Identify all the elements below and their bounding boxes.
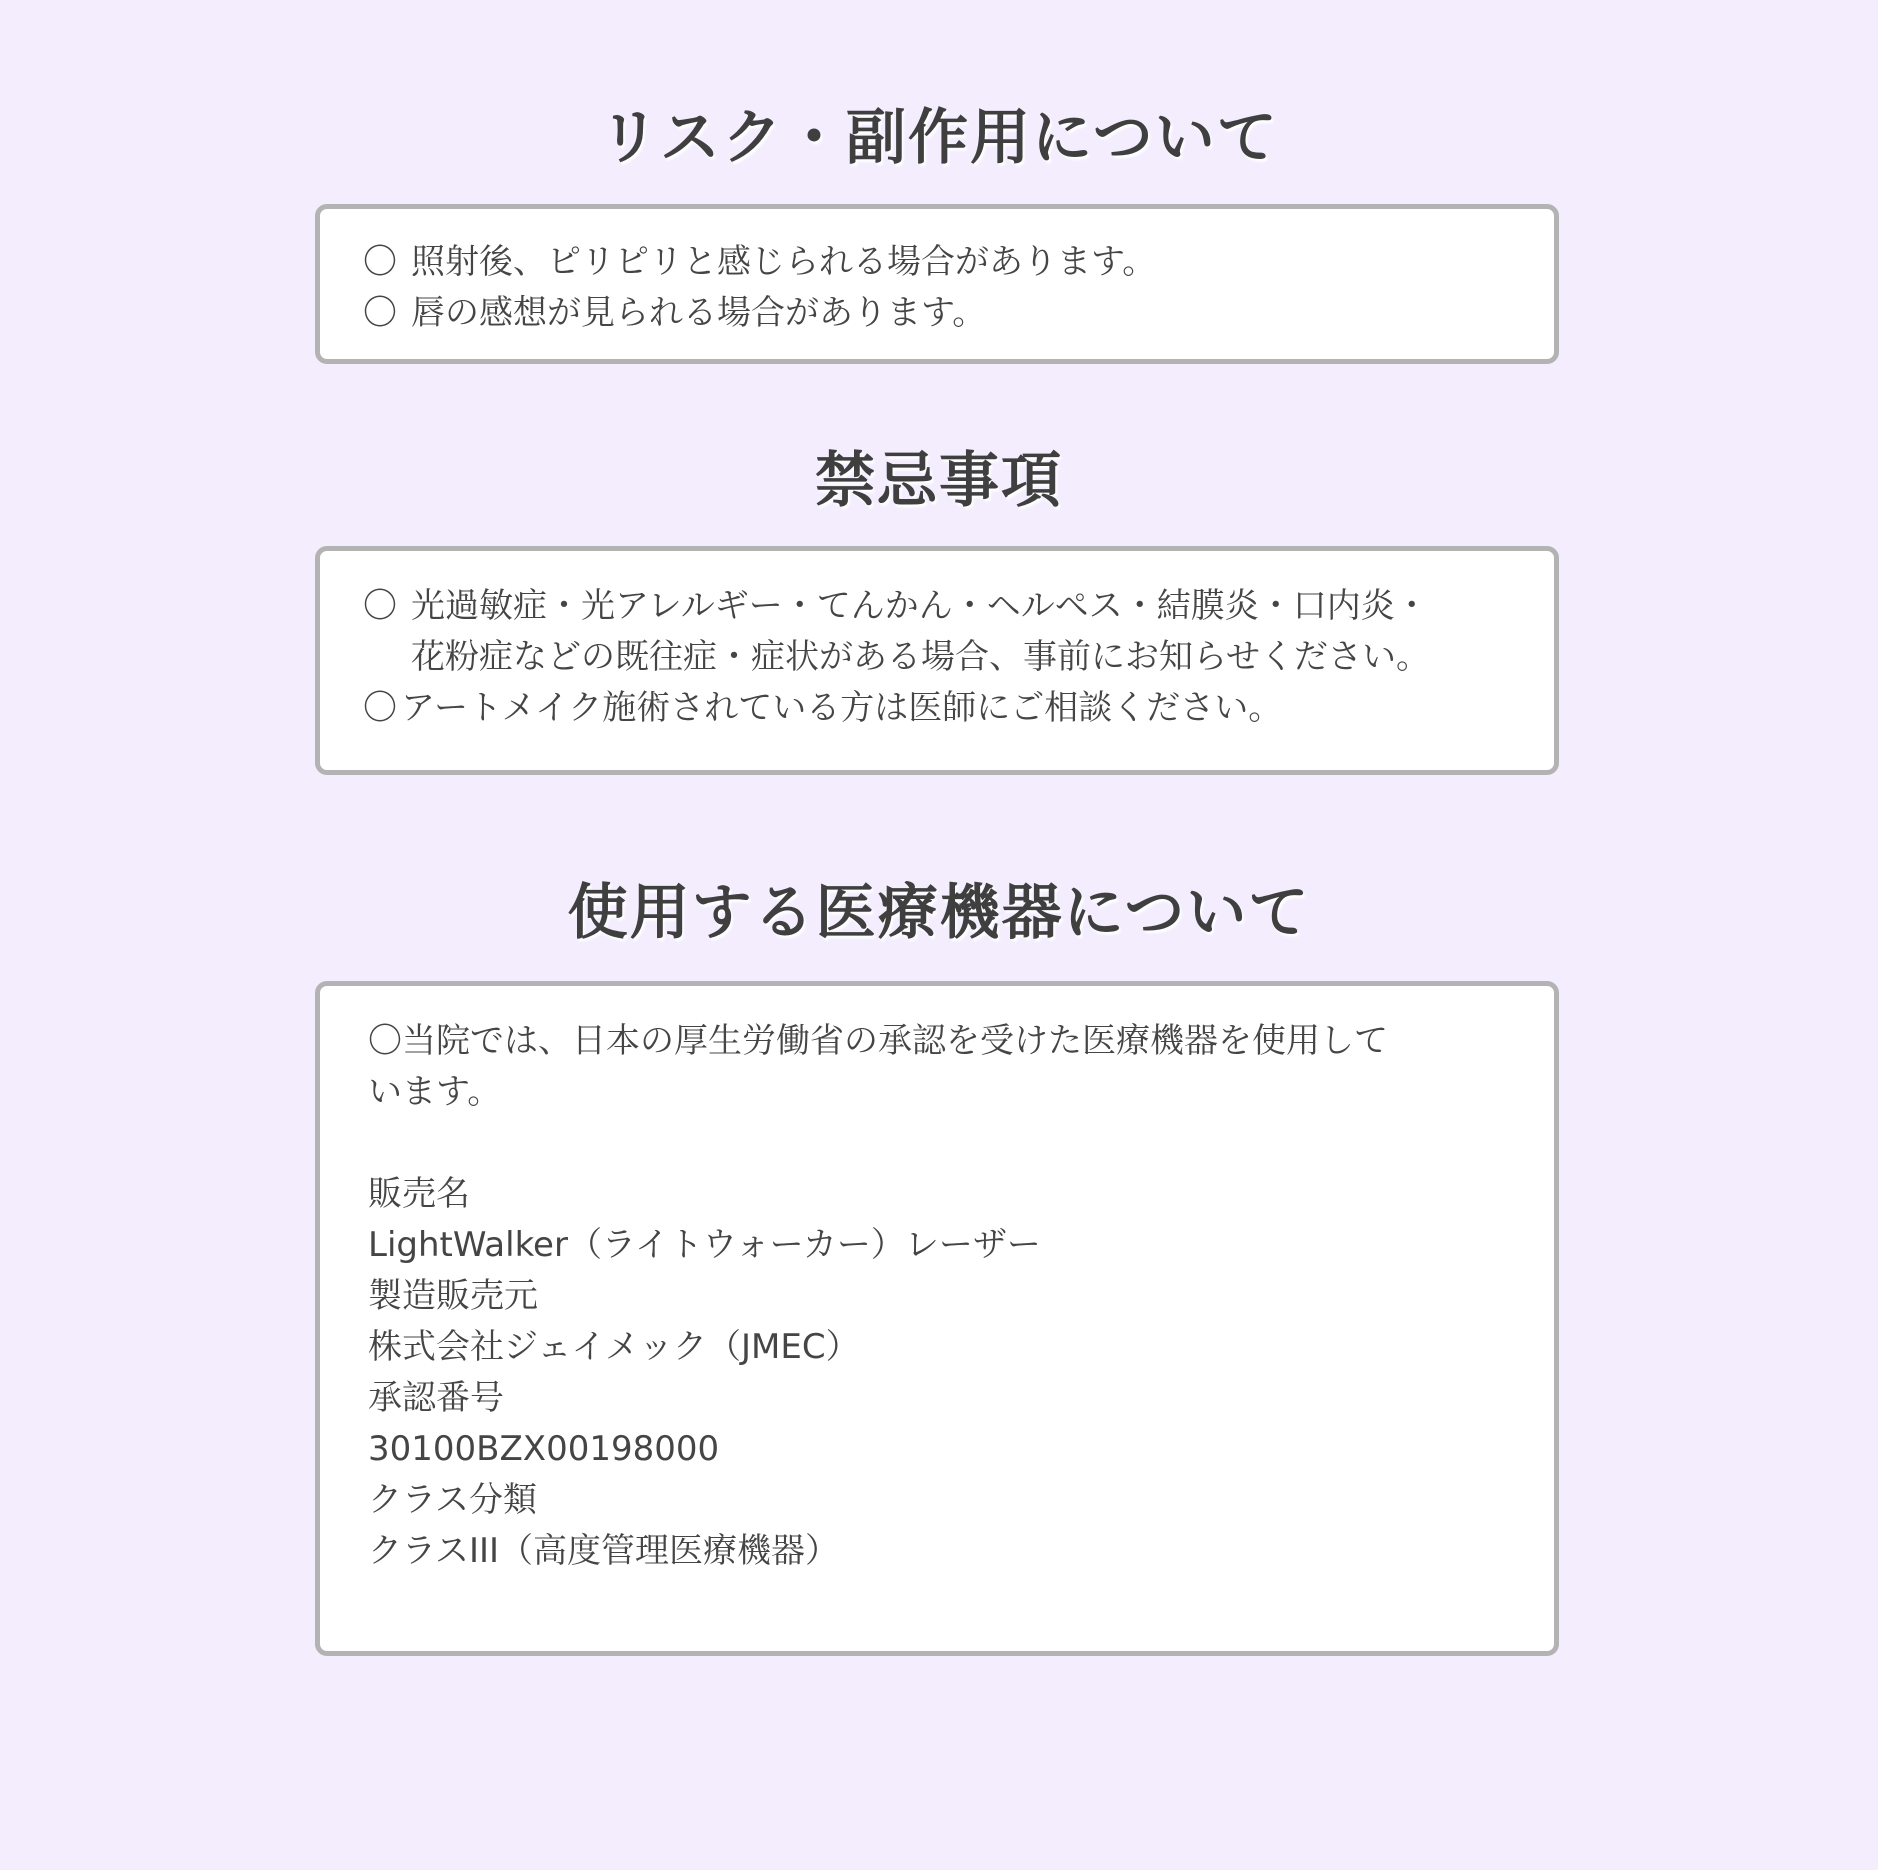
spacer	[368, 1118, 1554, 1169]
approval-number-value: 30100BZX00198000	[368, 1429, 720, 1469]
manufacturer-value: 株式会社ジェイメック（JMEC）	[368, 1327, 860, 1367]
circle-bullet: 〇	[363, 688, 397, 728]
approval-number-label: 承認番号	[368, 1378, 504, 1418]
contraindication-item-text: アートメイク施術されている方は医師にご相談ください。	[401, 688, 1283, 728]
contraindication-item-text-line1: 光過敏症・光アレルギー・てんかん・ヘルペス・結膜炎・口内炎・	[411, 586, 1429, 626]
circle-bullet: 〇	[363, 293, 397, 333]
circle-bullet: 〇	[363, 586, 397, 626]
device-section-title: 使用する医療機器について	[567, 878, 1311, 948]
circle-bullet: 〇	[363, 242, 397, 282]
device-intro-line1: 〇当院では、日本の厚生労働省の承認を受けた医療機器を使用して	[368, 1021, 1388, 1061]
device-intro-line2: います。	[368, 1072, 502, 1112]
contraindications-section-title: 禁忌事項	[815, 446, 1063, 516]
risk-list	[363, 237, 1554, 339]
manufacturer-label: 製造販売元	[368, 1276, 538, 1316]
sales-name-label: 販売名	[368, 1174, 470, 1214]
risk-section-title: リスク・副作用について	[599, 103, 1279, 173]
contraindication-item-2	[363, 683, 1554, 734]
contraindication-item-1	[363, 581, 1554, 683]
class-value: クラスIII（高度管理医療機器）	[368, 1531, 840, 1571]
risk-item-text: 照射後、ピリピリと感じられる場合があります。	[411, 242, 1157, 282]
class-label: クラス分類	[368, 1480, 537, 1520]
risk-item-1	[363, 237, 1554, 288]
device-box	[315, 981, 1559, 1656]
risk-item-text: 唇の感想が見られる場合があります。	[411, 293, 987, 333]
contraindications-list	[363, 581, 1554, 734]
contraindications-box	[315, 546, 1559, 775]
risk-item-2	[363, 288, 1554, 339]
contraindication-item-text-line2: 花粉症などの既往症・症状がある場合、事前にお知らせください。	[411, 637, 1430, 677]
sales-name-value: LightWalker（ライトウォーカー）レーザー	[368, 1225, 1041, 1265]
risk-box	[315, 204, 1559, 364]
